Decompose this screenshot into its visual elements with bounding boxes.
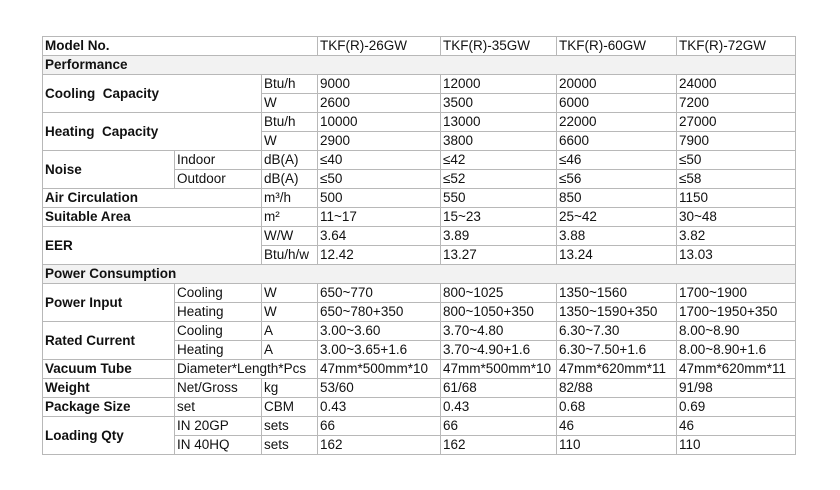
value-cell: 7200 [677, 94, 796, 113]
value-cell: ≤56 [557, 170, 677, 189]
value-cell: 22000 [557, 113, 677, 132]
value-cell: 110 [557, 436, 677, 455]
value-cell: 800~1025 [441, 284, 557, 303]
unit-cell: CBM [262, 398, 318, 417]
value-cell: 3.64 [318, 227, 441, 246]
value-cell: ≤50 [318, 170, 441, 189]
value-cell: 3.00~3.65+1.6 [318, 341, 441, 360]
value-cell: 0.43 [318, 398, 441, 417]
section-row [43, 265, 796, 284]
value-cell: 650~770 [318, 284, 441, 303]
spec-table [42, 36, 796, 455]
value-cell: 3.00~3.60 [318, 322, 441, 341]
sub-label-cell: Cooling [175, 322, 262, 341]
value-cell: 1350~1590+350 [557, 303, 677, 322]
value-cell: 500 [318, 189, 441, 208]
weight-label: Weight [43, 379, 175, 398]
value-cell: 13.24 [557, 246, 677, 265]
sub-label-cell: IN 20GP [175, 417, 262, 436]
value-cell: 162 [441, 436, 557, 455]
value-cell: 47mm*500mm*10 [318, 360, 441, 379]
value-cell: 47mm*500mm*10 [441, 360, 557, 379]
value-cell: 800~1050+350 [441, 303, 557, 322]
unit-cell: m³/h [262, 189, 318, 208]
table-row [43, 417, 796, 436]
unit-cell: m² [262, 208, 318, 227]
unit-cell: sets [262, 436, 318, 455]
unit-cell: W [262, 303, 318, 322]
sub-label-cell: Indoor [175, 151, 262, 170]
unit-cell: dB(A) [262, 170, 318, 189]
value-cell: 1700~1900 [677, 284, 796, 303]
table-row [43, 379, 796, 398]
unit-cell: W [262, 284, 318, 303]
table-row [43, 189, 796, 208]
section-row [43, 56, 796, 75]
value-cell: 11~17 [318, 208, 441, 227]
value-cell: 9000 [318, 75, 441, 94]
value-cell: 2900 [318, 132, 441, 151]
value-cell: 12000 [441, 75, 557, 94]
value-cell: 0.43 [441, 398, 557, 417]
value-cell: ≤40 [318, 151, 441, 170]
value-cell: 10000 [318, 113, 441, 132]
sub-label-cell: set [175, 398, 262, 417]
sub-label-cell: Net/Gross [175, 379, 262, 398]
value-cell: ≤58 [677, 170, 796, 189]
value-cell: ≤52 [441, 170, 557, 189]
value-cell: 46 [677, 417, 796, 436]
table-row [43, 75, 796, 94]
table-row [43, 322, 796, 341]
power-input-label: Power Input [43, 284, 175, 322]
table-row [43, 284, 796, 303]
model-name: TKF(R)-26GW [318, 37, 441, 56]
value-cell: 12.42 [318, 246, 441, 265]
model-name: TKF(R)-35GW [441, 37, 557, 56]
value-cell: 8.00~8.90 [677, 322, 796, 341]
table-row [43, 360, 796, 379]
value-cell: 20000 [557, 75, 677, 94]
value-cell: 2600 [318, 94, 441, 113]
value-cell: 66 [441, 417, 557, 436]
value-cell: 46 [557, 417, 677, 436]
value-cell: 3500 [441, 94, 557, 113]
sub-label-cell: Heating [175, 303, 262, 322]
suitable-area-label: Suitable Area [43, 208, 262, 227]
table-row [43, 208, 796, 227]
value-cell: 550 [441, 189, 557, 208]
value-cell: 47mm*620mm*11 [677, 360, 796, 379]
table-row [43, 37, 796, 56]
sub-label-cell: Cooling [175, 284, 262, 303]
value-cell: 66 [318, 417, 441, 436]
value-cell: 82/88 [557, 379, 677, 398]
value-cell: ≤42 [441, 151, 557, 170]
value-cell: 3.89 [441, 227, 557, 246]
table-row [43, 113, 796, 132]
unit-cell: kg [262, 379, 318, 398]
loading-qty-label: Loading Qty [43, 417, 175, 455]
value-cell: 3800 [441, 132, 557, 151]
table-row [43, 227, 796, 246]
unit-cell: A [262, 322, 318, 341]
value-cell: 3.88 [557, 227, 677, 246]
value-cell: 47mm*620mm*11 [557, 360, 677, 379]
value-cell: 6.30~7.50+1.6 [557, 341, 677, 360]
value-cell: 7900 [677, 132, 796, 151]
value-cell: 0.68 [557, 398, 677, 417]
value-cell: 6000 [557, 94, 677, 113]
sub-label-cell: IN 40HQ [175, 436, 262, 455]
model-no-label: Model No. [43, 37, 318, 56]
unit-cell: Btu/h [262, 113, 318, 132]
noise-label: Noise [43, 151, 175, 189]
vacuum-tube-label: Vacuum Tube [43, 360, 175, 379]
value-cell: 3.70~4.80 [441, 322, 557, 341]
value-cell: ≤46 [557, 151, 677, 170]
unit-cell: dB(A) [262, 151, 318, 170]
value-cell: 6600 [557, 132, 677, 151]
unit-cell: W [262, 132, 318, 151]
value-cell: 25~42 [557, 208, 677, 227]
sub-label-cell: Outdoor [175, 170, 262, 189]
value-cell: ≤50 [677, 151, 796, 170]
value-cell: 13.27 [441, 246, 557, 265]
model-name: TKF(R)-72GW [677, 37, 796, 56]
value-cell: 13.03 [677, 246, 796, 265]
value-cell: 3.70~4.90+1.6 [441, 341, 557, 360]
unit-cell: Btu/h/w [262, 246, 318, 265]
value-cell: 110 [677, 436, 796, 455]
heating-capacity-label: Heating Capacity [43, 113, 262, 151]
package-size-label: Package Size [43, 398, 175, 417]
eer-label: EER [43, 227, 262, 265]
unit-cell: sets [262, 417, 318, 436]
value-cell: 1150 [677, 189, 796, 208]
value-cell: 61/68 [441, 379, 557, 398]
value-cell: 1700~1950+350 [677, 303, 796, 322]
value-cell: 162 [318, 436, 441, 455]
air-circulation-label: Air Circulation [43, 189, 262, 208]
value-cell: 850 [557, 189, 677, 208]
performance-heading: Performance [43, 56, 796, 75]
sub-label-cell: Heating [175, 341, 262, 360]
value-cell: 15~23 [441, 208, 557, 227]
unit-cell: W/W [262, 227, 318, 246]
value-cell: 27000 [677, 113, 796, 132]
table-row [43, 151, 796, 170]
value-cell: 30~48 [677, 208, 796, 227]
unit-cell: W [262, 94, 318, 113]
value-cell: 0.69 [677, 398, 796, 417]
value-cell: 91/98 [677, 379, 796, 398]
value-cell: 53/60 [318, 379, 441, 398]
value-cell: 24000 [677, 75, 796, 94]
cooling-capacity-label: Cooling Capacity [43, 75, 262, 113]
power-consumption-heading: Power Consumption [43, 265, 796, 284]
value-cell: 6.30~7.30 [557, 322, 677, 341]
rated-current-label: Rated Current [43, 322, 175, 360]
unit-cell: A [262, 341, 318, 360]
value-cell: 1350~1560 [557, 284, 677, 303]
unit-cell: Btu/h [262, 75, 318, 94]
value-cell: 3.82 [677, 227, 796, 246]
model-name: TKF(R)-60GW [557, 37, 677, 56]
value-cell: 13000 [441, 113, 557, 132]
value-cell: 650~780+350 [318, 303, 441, 322]
sub-label-cell: Diameter*Length*Pcs [175, 360, 318, 379]
table-row [43, 398, 796, 417]
value-cell: 8.00~8.90+1.6 [677, 341, 796, 360]
